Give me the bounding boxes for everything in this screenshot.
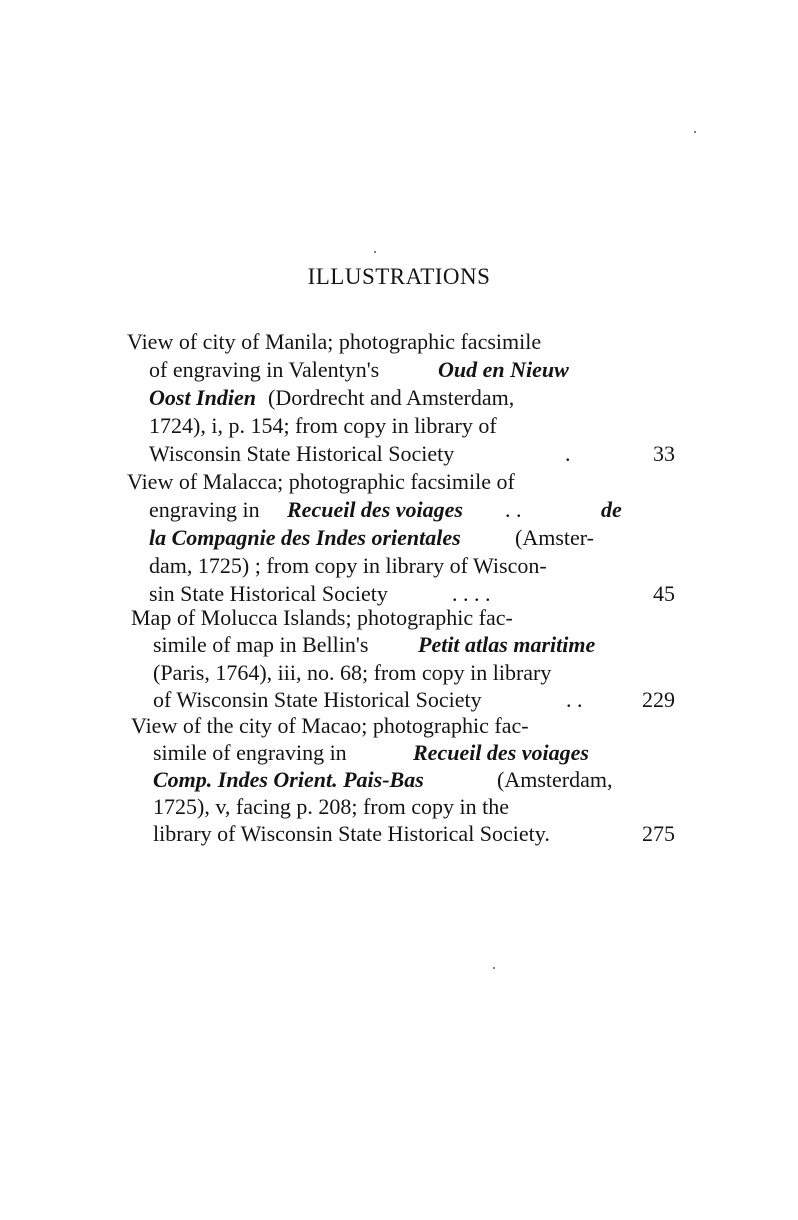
print-speck (493, 967, 495, 969)
entry-line: Map of Molucca Islands; photographic fac- (131, 605, 513, 630)
entry-line: of Wisconsin State Historical Society . . 229 (153, 687, 675, 712)
entry-line: View of city of Manila; photographic facsimile (127, 329, 542, 354)
print-speck (694, 131, 696, 133)
entry-line: 1724), i, p. 154; from copy in library of (149, 413, 497, 438)
entry-line: library of Wisconsin State Historical Society. 275 (153, 821, 675, 846)
page-number: 45 (653, 581, 675, 606)
entry-line: 1725), v, facing p. 208; from copy in the (153, 794, 509, 819)
entry-line: View of the city of Macao; photographic fac- (131, 713, 529, 738)
page-title: ILLUSTRATIONS (307, 264, 491, 289)
entry-line: Comp. Indes Orient. Pais-Bas (Amsterdam, (153, 767, 613, 792)
entry-line: Wisconsin State Historical Society . 33 (149, 441, 675, 466)
entry-line: dam, 1725) ; from copy in library of Wiscon- (149, 553, 547, 578)
print-speck (374, 251, 376, 253)
entry-line: (Paris, 1764), iii, no. 68; from copy in library (153, 660, 552, 685)
entry-line: Oost Indien (Dordrecht and Amsterdam, (149, 385, 515, 410)
page-number: 33 (653, 441, 675, 466)
entry-line: simile of map in Bellin's Petit atlas maritime (153, 632, 596, 657)
entry-line: simile of engraving in Recueil des voiages (153, 740, 589, 765)
entry-line: sin State Historical Society . . . . 45 (149, 581, 675, 606)
entry-line: la Compagnie des Indes orientales (Amster- (149, 525, 594, 550)
page-number: 229 (642, 687, 675, 712)
page-number: 275 (642, 821, 675, 846)
entry-line: View of Malacca; photographic facsimile of (127, 469, 515, 494)
entry-line: engraving in Recueil des voiages . . de (149, 497, 622, 522)
entry-line: of engraving in Valentyn's Oud en Nieuw (149, 357, 569, 382)
